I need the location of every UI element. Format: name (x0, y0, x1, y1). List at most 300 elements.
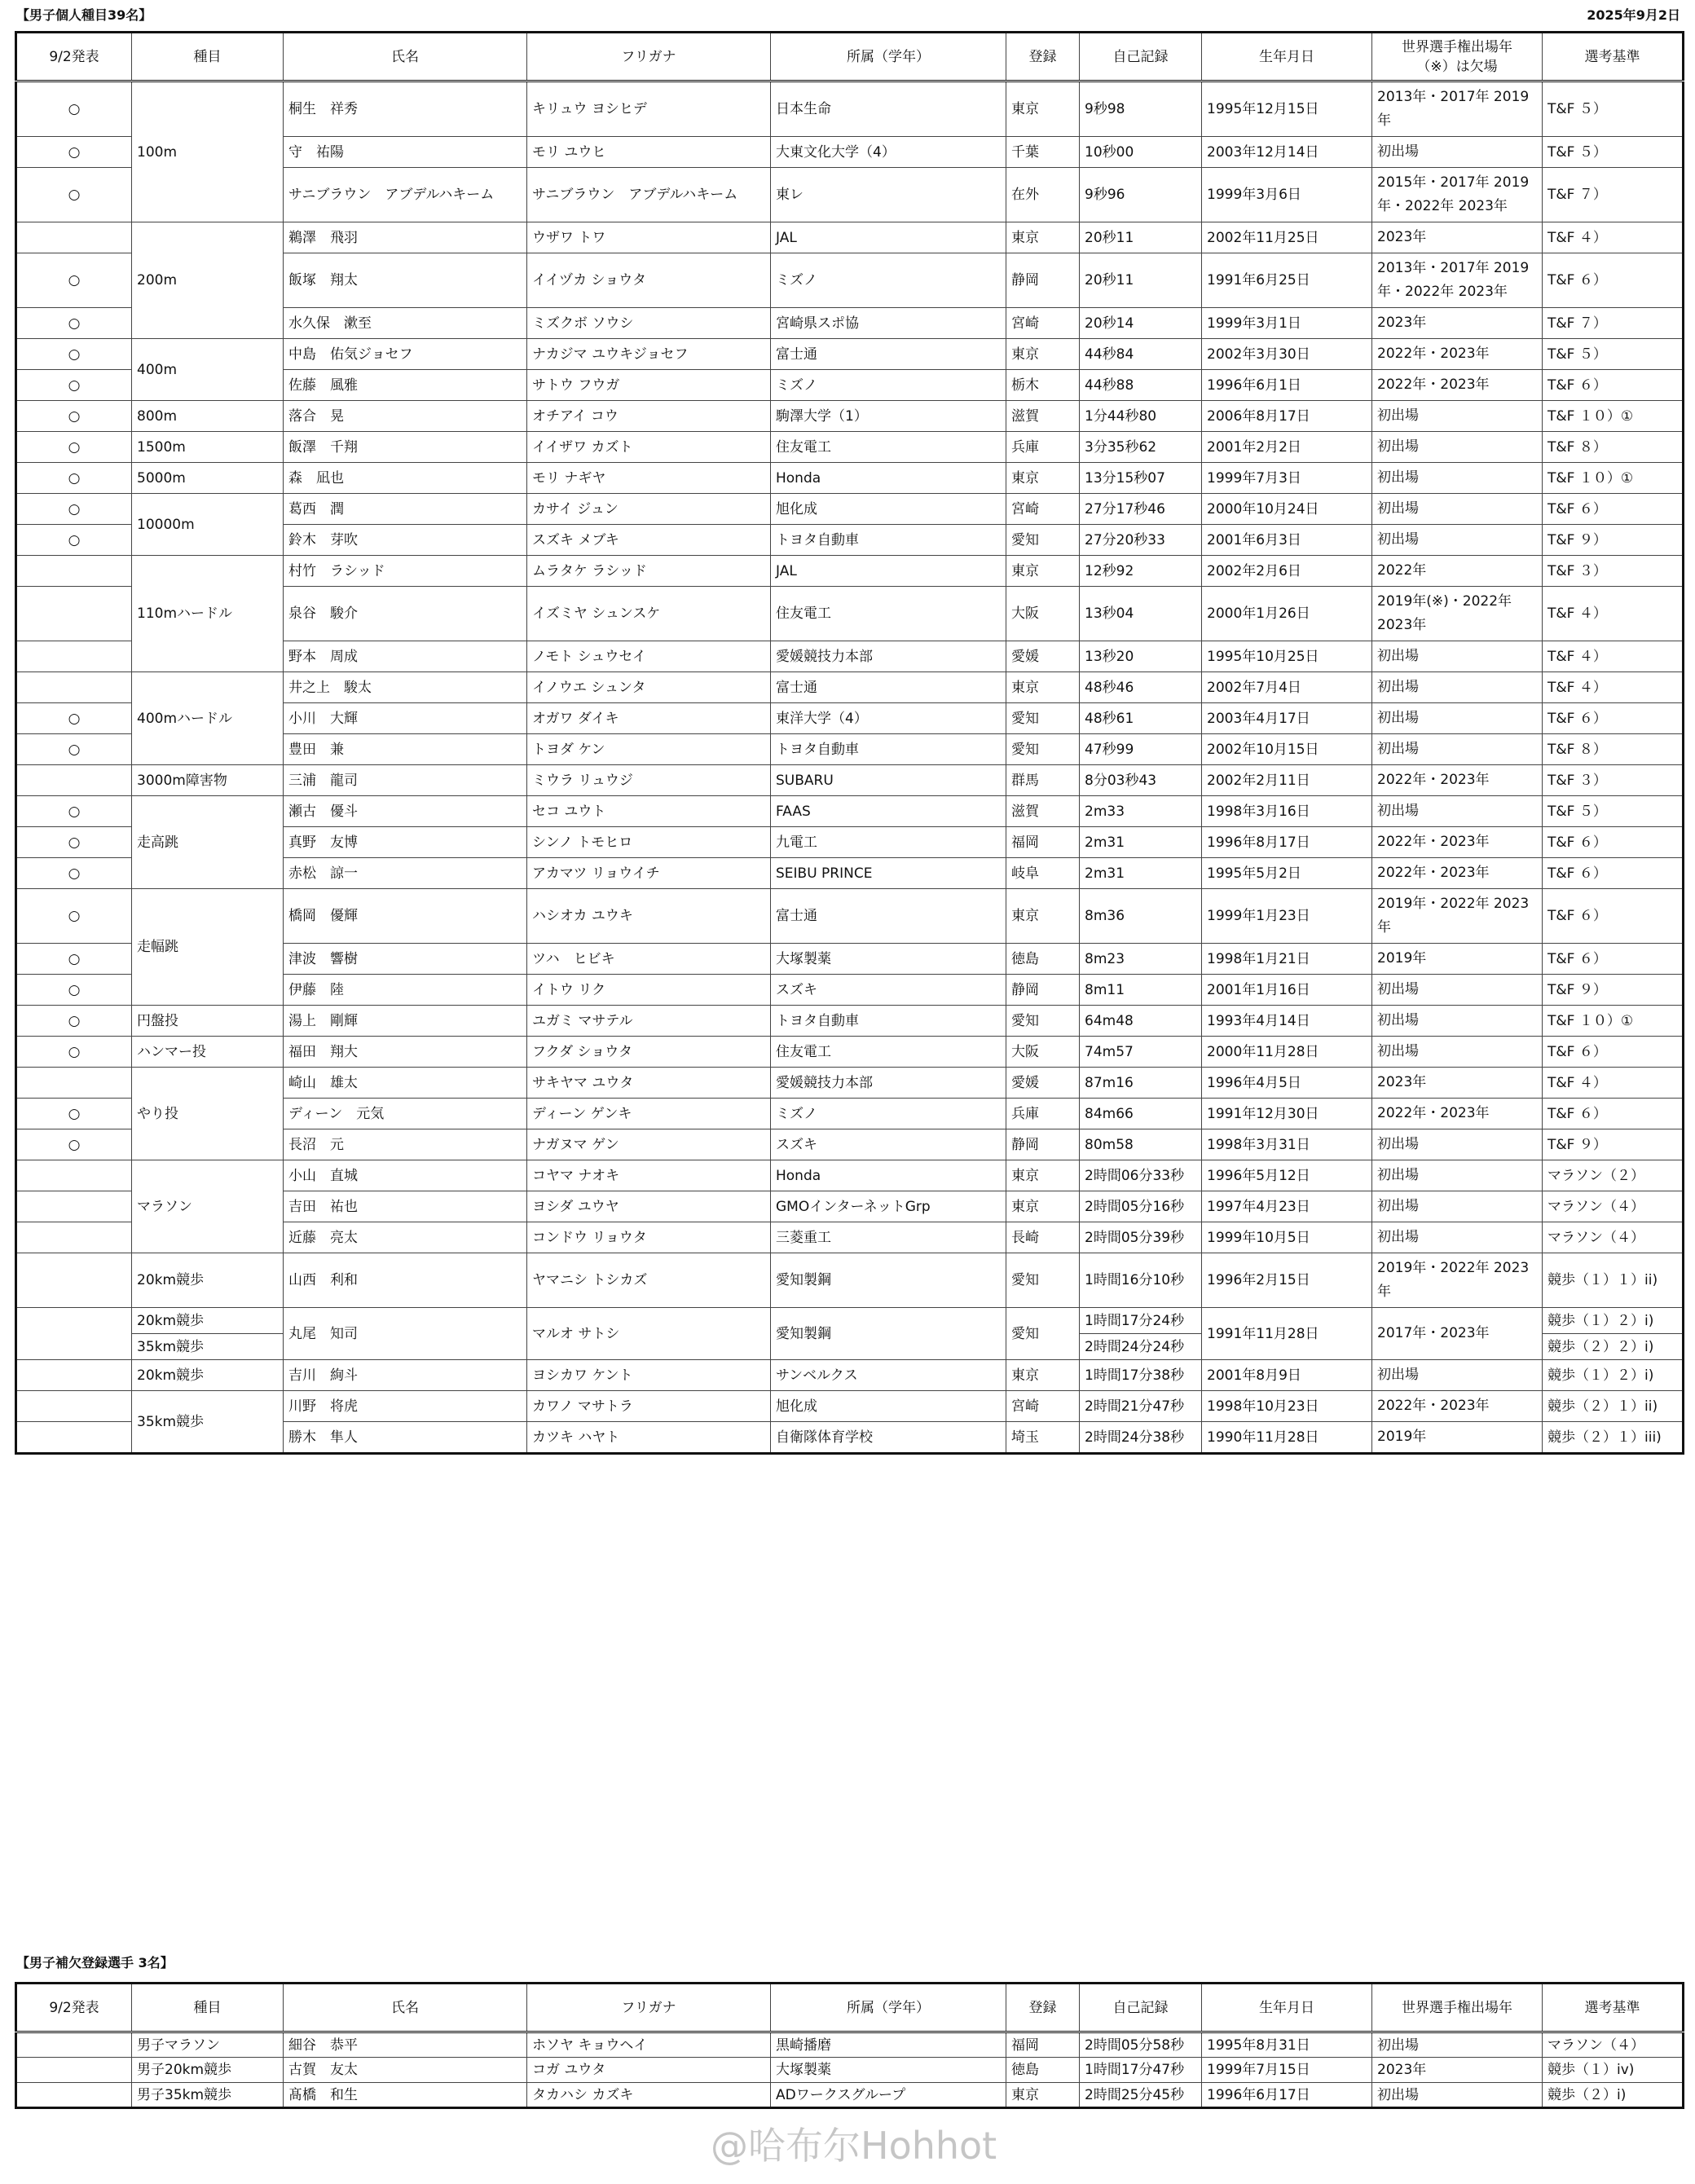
athlete-birth: 1996年6月17日 (1202, 2083, 1372, 2108)
announce-mark: ○ (16, 81, 132, 137)
athlete-name: 近藤 亮太 (284, 1222, 527, 1253)
athlete-region: 長崎 (1006, 1222, 1080, 1253)
announce-mark (16, 556, 132, 587)
athlete-region: 大阪 (1006, 587, 1080, 641)
announce-mark (16, 2032, 132, 2058)
athlete-region: 愛知 (1006, 1006, 1080, 1037)
event-cell: 20km競歩 (132, 1360, 284, 1391)
athlete-birth: 1996年6月1日 (1202, 370, 1372, 401)
athlete-region: 静岡 (1006, 975, 1080, 1006)
table-row (16, 1360, 1684, 1391)
athlete-worlds: 2023年 (1372, 308, 1543, 339)
athlete-record: 2時間05分16秒 (1080, 1191, 1202, 1222)
athlete-affiliation: 旭化成 (771, 1391, 1006, 1422)
athlete-birth: 1997年4月23日 (1202, 1191, 1372, 1222)
athlete-birth: 2002年7月4日 (1202, 672, 1372, 703)
athlete-name: 古賀 友太 (284, 2058, 527, 2083)
athlete-record: 1分44秒80 (1080, 401, 1202, 432)
athlete-region: 宮崎 (1006, 494, 1080, 525)
athlete-affiliation: ミズノ (771, 253, 1006, 308)
event-cell: やり投 (132, 1068, 284, 1160)
athlete-record: 20秒11 (1080, 253, 1202, 308)
athlete-record: 48秒46 (1080, 672, 1202, 703)
athlete-kana: ナガヌマ ゲン (527, 1129, 771, 1160)
athlete-criteria: T&F ６） (1543, 944, 1684, 975)
table-row (16, 1391, 1684, 1422)
athlete-birth: 2001年1月16日 (1202, 975, 1372, 1006)
table-row (16, 1037, 1684, 1068)
table-row (16, 339, 1684, 370)
athlete-record: 20秒14 (1080, 308, 1202, 339)
athlete-kana: イトウ リク (527, 975, 771, 1006)
athlete-kana: コヤマ ナオキ (527, 1160, 771, 1191)
reserve-athlete-table (15, 1982, 1684, 2109)
announce-mark (16, 1253, 132, 1308)
athlete-affiliation: 富士通 (771, 672, 1006, 703)
athlete-name: 湯上 剛輝 (284, 1006, 527, 1037)
athlete-affiliation: SEIBU PRINCE (771, 858, 1006, 889)
athlete-region: 滋賀 (1006, 796, 1080, 827)
announce-mark: ○ (16, 308, 132, 339)
athlete-kana: キリュウ ヨシヒデ (527, 81, 771, 137)
announce-mark: ○ (16, 734, 132, 765)
athlete-region: 兵庫 (1006, 432, 1080, 463)
announce-mark: ○ (16, 889, 132, 944)
announce-mark: ○ (16, 1006, 132, 1037)
table-row (16, 222, 1684, 253)
athlete-region: 徳島 (1006, 944, 1080, 975)
event-cell: 10000m (132, 494, 284, 556)
athlete-birth: 1991年11月28日 (1202, 1308, 1372, 1360)
col-header-worlds (1372, 33, 1543, 81)
announce-mark (16, 1308, 132, 1360)
athlete-kana: マルオ サトシ (527, 1308, 771, 1360)
main-table-body (16, 81, 1684, 1454)
col-header-region: 登録 (1006, 1984, 1080, 2032)
athlete-kana: ホソヤ キョウヘイ (527, 2032, 771, 2058)
athlete-affiliation: スズキ (771, 975, 1006, 1006)
athlete-region: 東京 (1006, 2083, 1080, 2108)
athlete-kana: カサイ ジュン (527, 494, 771, 525)
athlete-affiliation: 駒澤大学（1） (771, 401, 1006, 432)
athlete-region: 愛知 (1006, 703, 1080, 734)
athlete-name: 津波 響樹 (284, 944, 527, 975)
athlete-kana: トヨダ ケン (527, 734, 771, 765)
announce-mark: ○ (16, 703, 132, 734)
athlete-kana: モリ ナギヤ (527, 463, 771, 494)
worlds-header-line2: （※）は欠場 (1416, 58, 1498, 75)
table-row (16, 81, 1684, 137)
athlete-record: 44秒84 (1080, 339, 1202, 370)
announce-mark: ○ (16, 494, 132, 525)
announce-mark (16, 1391, 132, 1422)
athlete-name: 中島 佑気ジョセフ (284, 339, 527, 370)
athlete-criteria: T&F ７） (1543, 308, 1684, 339)
athlete-record: 2時間21分47秒 (1080, 1391, 1202, 1422)
athlete-region: 東京 (1006, 1160, 1080, 1191)
athlete-name: 長沼 元 (284, 1129, 527, 1160)
athlete-criteria: 競歩（２）１）ii) (1543, 1391, 1684, 1422)
event-cell: 100m (132, 81, 284, 222)
athlete-criteria: T&F ６） (1543, 858, 1684, 889)
athlete-affiliation: 大東文化大学（4） (771, 137, 1006, 168)
athlete-record: 84m66 (1080, 1099, 1202, 1129)
athlete-criteria: T&F ５） (1543, 137, 1684, 168)
table-row (16, 432, 1684, 463)
athlete-criteria: 競歩（２）i) (1543, 2083, 1684, 2108)
col-header-kana: フリガナ (527, 1984, 771, 2032)
event-cell: 35km競歩 (132, 1334, 284, 1360)
athlete-affiliation: 大塚製薬 (771, 2058, 1006, 2083)
athlete-record: 47秒99 (1080, 734, 1202, 765)
announce-mark: ○ (16, 975, 132, 1006)
col-header-affiliation: 所属（学年） (771, 33, 1006, 81)
athlete-affiliation: 愛知製鋼 (771, 1308, 1006, 1360)
col-header-event: 種目 (132, 33, 284, 81)
athlete-affiliation: ADワークスグループ (771, 2083, 1006, 2108)
table-row (16, 1308, 1684, 1334)
announce-mark (16, 1160, 132, 1191)
athlete-birth: 1996年8月17日 (1202, 827, 1372, 858)
athlete-record: 8m11 (1080, 975, 1202, 1006)
athlete-record: 2時間24分38秒 (1080, 1422, 1202, 1454)
athlete-name: サニブラウン アブデルハキーム (284, 168, 527, 222)
athlete-kana: シンノ トモヒロ (527, 827, 771, 858)
athlete-criteria: マラソン（４） (1543, 1222, 1684, 1253)
col-header-record: 自己記録 (1080, 1984, 1202, 2032)
athlete-record: 9秒98 (1080, 81, 1202, 137)
athlete-name: 橋岡 優輝 (284, 889, 527, 944)
table-row (16, 1253, 1684, 1308)
table-row (16, 494, 1684, 525)
athlete-criteria: T&F ５） (1543, 796, 1684, 827)
athlete-name: 三浦 龍司 (284, 765, 527, 796)
athlete-worlds: 2022年・2023年 (1372, 339, 1543, 370)
athlete-birth: 1998年3月31日 (1202, 1129, 1372, 1160)
athlete-birth: 1995年12月15日 (1202, 81, 1372, 137)
athlete-worlds: 初出場 (1372, 641, 1543, 672)
athlete-region: 在外 (1006, 168, 1080, 222)
athlete-criteria: マラソン（４） (1543, 2032, 1684, 2058)
athlete-birth: 1995年8月31日 (1202, 2032, 1372, 2058)
athlete-name: 飯澤 千翔 (284, 432, 527, 463)
athlete-name: 勝木 隼人 (284, 1422, 527, 1454)
athlete-birth: 1991年12月30日 (1202, 1099, 1372, 1129)
athlete-name: 落合 晃 (284, 401, 527, 432)
announce-mark: ○ (16, 796, 132, 827)
athlete-record: 3分35秒62 (1080, 432, 1202, 463)
athlete-record: 8分03秒43 (1080, 765, 1202, 796)
athlete-name: 丸尾 知司 (284, 1308, 527, 1360)
athlete-name: 葛西 潤 (284, 494, 527, 525)
athlete-worlds: 初出場 (1372, 1037, 1543, 1068)
athlete-region: 東京 (1006, 889, 1080, 944)
athlete-kana: サキヤマ ユウタ (527, 1068, 771, 1099)
athlete-name: 鵜澤 飛羽 (284, 222, 527, 253)
athlete-name: ディーン 元気 (284, 1099, 527, 1129)
col-header-criteria: 選考基準 (1543, 33, 1684, 81)
athlete-kana: コガ ユウタ (527, 2058, 771, 2083)
athlete-affiliation: サンベルクス (771, 1360, 1006, 1391)
athlete-region: 愛知 (1006, 1308, 1080, 1360)
athlete-kana: タカハシ カズキ (527, 2083, 771, 2108)
athlete-criteria: T&F ６） (1543, 494, 1684, 525)
athlete-kana: アカマツ リョウイチ (527, 858, 771, 889)
athlete-region: 東京 (1006, 222, 1080, 253)
table-row (16, 796, 1684, 827)
reserve-table-body (16, 2032, 1684, 2108)
athlete-name: 瀬古 優斗 (284, 796, 527, 827)
table-row (16, 672, 1684, 703)
athlete-criteria: T&F ６） (1543, 370, 1684, 401)
athlete-worlds: 2022年 (1372, 556, 1543, 587)
athlete-record: 8m23 (1080, 944, 1202, 975)
athlete-birth: 2001年2月2日 (1202, 432, 1372, 463)
event-cell: 200m (132, 222, 284, 339)
athlete-criteria: T&F ４） (1543, 672, 1684, 703)
announce-mark: ○ (16, 1099, 132, 1129)
athlete-record: 2時間24分24秒 (1080, 1334, 1202, 1360)
athlete-name: 鈴木 芽吹 (284, 525, 527, 556)
athlete-kana: サトウ フウガ (527, 370, 771, 401)
athlete-criteria: 競歩（２）１）iii) (1543, 1422, 1684, 1454)
announce-mark (16, 765, 132, 796)
athlete-region: 愛知 (1006, 525, 1080, 556)
announce-mark (16, 222, 132, 253)
athlete-birth: 2000年11月28日 (1202, 1037, 1372, 1068)
athlete-kana: コンドウ リョウタ (527, 1222, 771, 1253)
athlete-birth: 1995年10月25日 (1202, 641, 1372, 672)
event-cell: 男子20km競歩 (132, 2058, 284, 2083)
athlete-record: 87m16 (1080, 1068, 1202, 1099)
athlete-birth: 2002年2月11日 (1202, 765, 1372, 796)
athlete-record: 13秒20 (1080, 641, 1202, 672)
table-row (16, 765, 1684, 796)
athlete-region: 愛媛 (1006, 1068, 1080, 1099)
athlete-criteria: T&F ５） (1543, 339, 1684, 370)
athlete-birth: 1998年1月21日 (1202, 944, 1372, 975)
athlete-kana: イイザワ カズト (527, 432, 771, 463)
athlete-kana: ディーン ゲンキ (527, 1099, 771, 1129)
athlete-kana: イズミヤ シュンスケ (527, 587, 771, 641)
athlete-affiliation: 富士通 (771, 339, 1006, 370)
table-row (16, 1160, 1684, 1191)
announce-mark: ○ (16, 339, 132, 370)
athlete-criteria: T&F ９） (1543, 975, 1684, 1006)
reserve-title: 【男子補欠登録選手 3名】 (16, 1955, 174, 1970)
athlete-name: 佐藤 風雅 (284, 370, 527, 401)
announce-mark: ○ (16, 525, 132, 556)
athlete-name: 吉川 絢斗 (284, 1360, 527, 1391)
announce-mark (16, 1222, 132, 1253)
athlete-criteria: T&F ５） (1543, 81, 1684, 137)
athlete-birth: 1993年4月14日 (1202, 1006, 1372, 1037)
athlete-worlds: 2022年・2023年 (1372, 765, 1543, 796)
announce-mark: ○ (16, 401, 132, 432)
event-cell: 20km競歩 (132, 1308, 284, 1334)
athlete-birth: 2003年12月14日 (1202, 137, 1372, 168)
event-cell: 3000m障害物 (132, 765, 284, 796)
athlete-name: 崎山 雄太 (284, 1068, 527, 1099)
athlete-birth: 2006年8月17日 (1202, 401, 1372, 432)
announce-mark: ○ (16, 370, 132, 401)
event-cell: 110mハードル (132, 556, 284, 672)
athlete-worlds: 初出場 (1372, 796, 1543, 827)
athlete-worlds: 初出場 (1372, 401, 1543, 432)
event-cell: 400m (132, 339, 284, 401)
athlete-worlds: 初出場 (1372, 432, 1543, 463)
athlete-record: 2時間06分33秒 (1080, 1160, 1202, 1191)
col-header-worlds: 世界選手権出場年 (1372, 1984, 1543, 2032)
athlete-name: 桐生 祥秀 (284, 81, 527, 137)
athlete-record: 27分20秒33 (1080, 525, 1202, 556)
athlete-criteria: T&F ６） (1543, 703, 1684, 734)
athlete-worlds: 2022年・2023年 (1372, 858, 1543, 889)
athlete-birth: 1996年4月5日 (1202, 1068, 1372, 1099)
athlete-affiliation: JAL (771, 222, 1006, 253)
reserve-row (16, 2083, 1684, 2108)
athlete-worlds: 2023年 (1372, 1068, 1543, 1099)
table-row (16, 556, 1684, 587)
athlete-affiliation: 住友電工 (771, 432, 1006, 463)
athlete-affiliation: トヨタ自動車 (771, 525, 1006, 556)
athlete-region: 東京 (1006, 1191, 1080, 1222)
announce-mark (16, 641, 132, 672)
athlete-record: 2時間25分45秒 (1080, 2083, 1202, 2108)
athlete-record: 20秒11 (1080, 222, 1202, 253)
athlete-affiliation: 自衛隊体育学校 (771, 1422, 1006, 1454)
athlete-criteria: T&F ３） (1543, 765, 1684, 796)
athlete-criteria: マラソン（４） (1543, 1191, 1684, 1222)
athlete-birth: 1998年3月16日 (1202, 796, 1372, 827)
athlete-affiliation: スズキ (771, 1129, 1006, 1160)
athlete-name: 泉谷 駿介 (284, 587, 527, 641)
athlete-worlds: 初出場 (1372, 494, 1543, 525)
athlete-kana: セコ ユウト (527, 796, 771, 827)
athlete-region: 愛知 (1006, 734, 1080, 765)
athlete-record: 1時間17分38秒 (1080, 1360, 1202, 1391)
athlete-criteria: T&F １０）① (1543, 1006, 1684, 1037)
event-cell: 円盤投 (132, 1006, 284, 1037)
col-header-region: 登録 (1006, 33, 1080, 81)
athlete-birth: 1996年2月15日 (1202, 1253, 1372, 1308)
athlete-birth: 1999年7月3日 (1202, 463, 1372, 494)
athlete-affiliation: 日本生命 (771, 81, 1006, 137)
athlete-criteria: T&F ８） (1543, 734, 1684, 765)
athlete-kana: イイヅカ ショウタ (527, 253, 771, 308)
athlete-record: 48秒61 (1080, 703, 1202, 734)
athlete-birth: 1999年3月6日 (1202, 168, 1372, 222)
col-header-announce: 9/2発表 (16, 1984, 132, 2032)
athlete-record: 2時間05分58秒 (1080, 2032, 1202, 2058)
athlete-worlds: 初出場 (1372, 672, 1543, 703)
col-header-event: 種目 (132, 1984, 284, 2032)
athlete-birth: 1999年1月23日 (1202, 889, 1372, 944)
athlete-region: 東京 (1006, 81, 1080, 137)
athlete-name: 井之上 駿太 (284, 672, 527, 703)
athlete-region: 静岡 (1006, 253, 1080, 308)
athlete-worlds: 初出場 (1372, 2032, 1543, 2058)
event-cell: 800m (132, 401, 284, 432)
athlete-name: 森 凪也 (284, 463, 527, 494)
athlete-worlds: 2013年・2017年 2019年 (1372, 81, 1543, 137)
athlete-worlds: 2019年 (1372, 944, 1543, 975)
athlete-affiliation: 住友電工 (771, 1037, 1006, 1068)
athlete-record: 27分17秒46 (1080, 494, 1202, 525)
athlete-criteria: T&F ６） (1543, 1037, 1684, 1068)
worlds-header-line1: 世界選手権出場年 (1402, 38, 1512, 55)
athlete-affiliation: 富士通 (771, 889, 1006, 944)
athlete-criteria: T&F ４） (1543, 587, 1684, 641)
athlete-name: 赤松 諒一 (284, 858, 527, 889)
athlete-worlds: 初出場 (1372, 1360, 1543, 1391)
event-cell: 走幅跳 (132, 889, 284, 1006)
athlete-affiliation: 愛知製鋼 (771, 1253, 1006, 1308)
athlete-record: 10秒00 (1080, 137, 1202, 168)
athlete-criteria: T&F ９） (1543, 525, 1684, 556)
athlete-record: 13秒04 (1080, 587, 1202, 641)
athlete-region: 東京 (1006, 556, 1080, 587)
athlete-region: 岐阜 (1006, 858, 1080, 889)
athlete-region: 福岡 (1006, 2032, 1080, 2058)
athlete-criteria: T&F ６） (1543, 253, 1684, 308)
event-cell: 男子35km競歩 (132, 2083, 284, 2108)
athlete-record: 9秒96 (1080, 168, 1202, 222)
athlete-birth: 1996年5月12日 (1202, 1160, 1372, 1191)
athlete-affiliation: JAL (771, 556, 1006, 587)
athlete-worlds: 初出場 (1372, 1160, 1543, 1191)
athlete-affiliation: トヨタ自動車 (771, 734, 1006, 765)
athlete-region: 群馬 (1006, 765, 1080, 796)
athlete-kana: カワノ マサトラ (527, 1391, 771, 1422)
athlete-criteria: 競歩（１）２）i) (1543, 1308, 1684, 1334)
athlete-affiliation: トヨタ自動車 (771, 1006, 1006, 1037)
athlete-name: 村竹 ラシッド (284, 556, 527, 587)
announce-mark (16, 587, 132, 641)
athlete-kana: ハシオカ ユウキ (527, 889, 771, 944)
athlete-affiliation: 東レ (771, 168, 1006, 222)
event-cell: ハンマー投 (132, 1037, 284, 1068)
announce-mark (16, 1191, 132, 1222)
athlete-region: 大阪 (1006, 1037, 1080, 1068)
announce-mark (16, 1068, 132, 1099)
athlete-affiliation: 九電工 (771, 827, 1006, 858)
athlete-birth: 2002年11月25日 (1202, 222, 1372, 253)
athlete-criteria: T&F ３） (1543, 556, 1684, 587)
athlete-record: 74m57 (1080, 1037, 1202, 1068)
athlete-affiliation: SUBARU (771, 765, 1006, 796)
athlete-kana: オガワ ダイキ (527, 703, 771, 734)
athlete-name: 水久保 漱至 (284, 308, 527, 339)
athlete-criteria: T&F ４） (1543, 222, 1684, 253)
athlete-birth: 2003年4月17日 (1202, 703, 1372, 734)
athlete-criteria: T&F １０）① (1543, 401, 1684, 432)
col-header-announce: 9/2発表 (16, 33, 132, 81)
athlete-criteria: T&F ４） (1543, 1068, 1684, 1099)
athlete-worlds: 2017年・2023年 (1372, 1308, 1543, 1360)
athlete-record: 44秒88 (1080, 370, 1202, 401)
athlete-criteria: 競歩（２）２）i) (1543, 1334, 1684, 1360)
table-row (16, 463, 1684, 494)
athlete-birth: 2001年6月3日 (1202, 525, 1372, 556)
athlete-affiliation: Honda (771, 463, 1006, 494)
athlete-worlds: 初出場 (1372, 525, 1543, 556)
col-header-affiliation: 所属（学年） (771, 1984, 1006, 2032)
athlete-worlds: 2019年・2022年 2023年 (1372, 1253, 1543, 1308)
athlete-affiliation: Honda (771, 1160, 1006, 1191)
athlete-worlds: 2013年・2017年 2019年・2022年 2023年 (1372, 253, 1543, 308)
reserve-row (16, 2058, 1684, 2083)
